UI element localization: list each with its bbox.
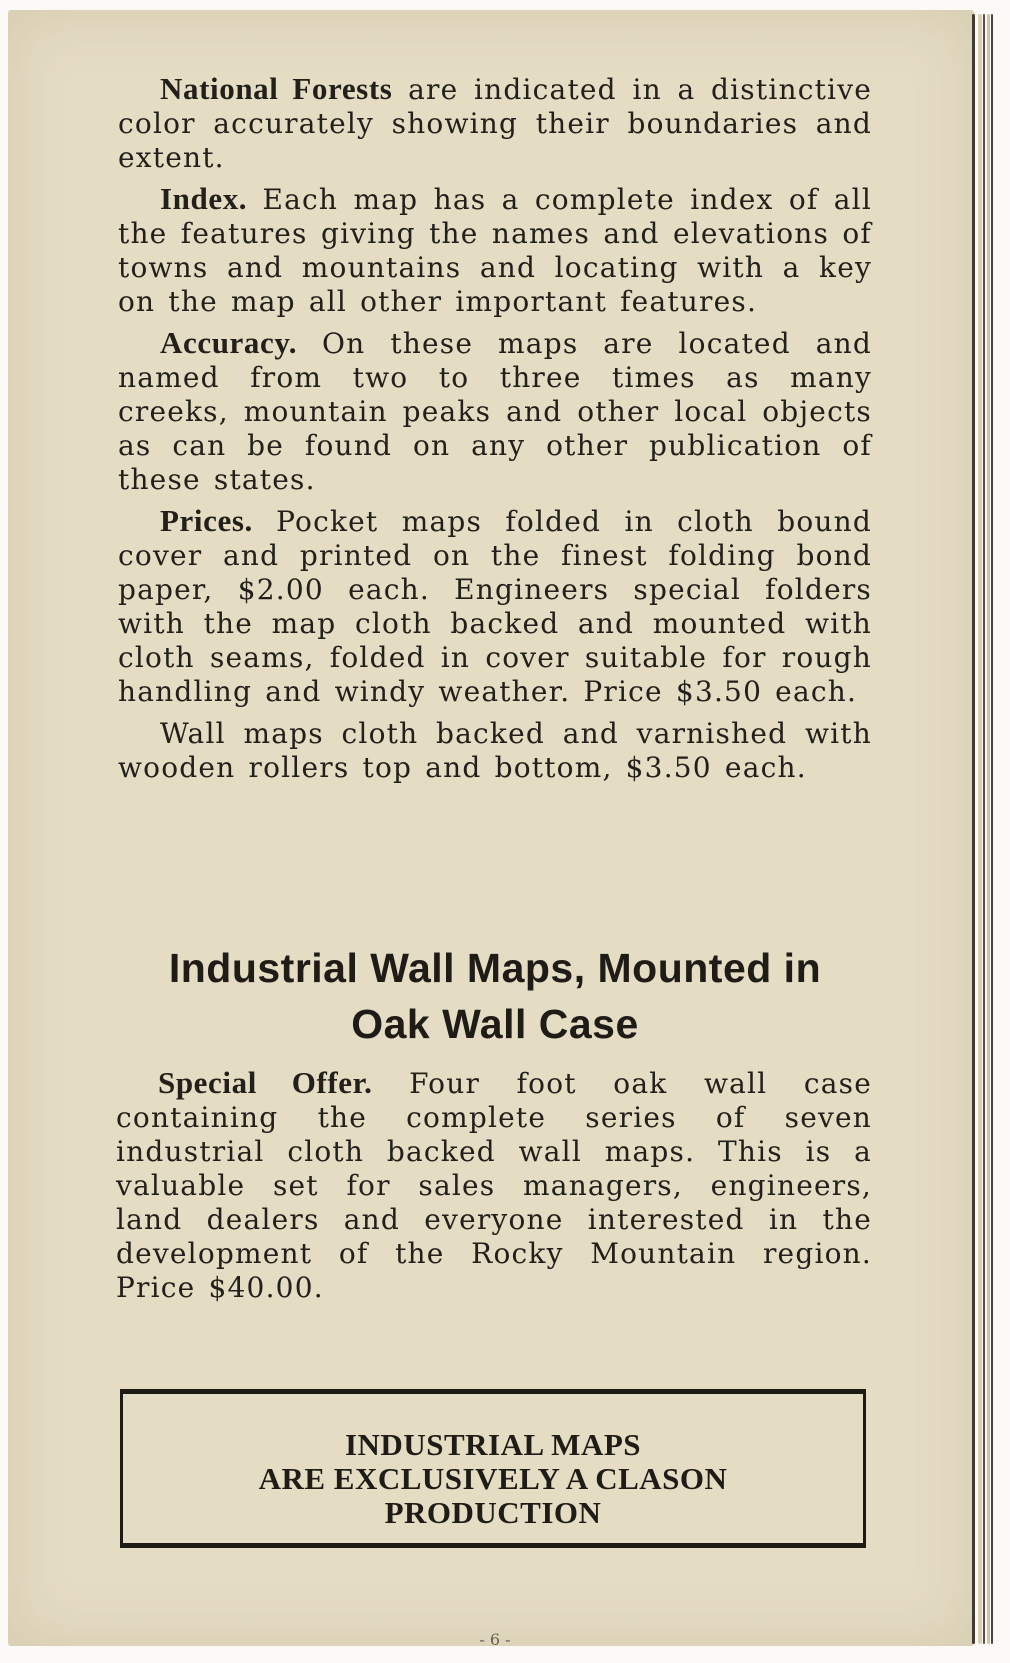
section-heading-line-1: Industrial Wall Maps, Mounted in	[168, 945, 822, 991]
section-heading-line-2: Oak Wall Case	[351, 1001, 639, 1047]
paragraph-special-offer	[116, 1066, 872, 1305]
paragraph-lead: Prices.	[160, 503, 253, 538]
paragraph-body: Wall maps cloth backed and varnished with wooden rollers top and bottom, $3.50 each.	[118, 717, 872, 784]
paragraph-body: Each map has a complete index of all the features giving the names and elevations of towns and mountains and locating with a key on the map all other important features.	[118, 183, 872, 318]
notice-line-1: INDUSTRIAL MAPS	[344, 1427, 642, 1462]
paragraph-accuracy	[118, 326, 872, 497]
page-edge	[978, 14, 982, 1644]
paragraph-body: are indicated in a distinctive color accurately showing their boundaries and extent.	[118, 73, 872, 174]
page-edge	[987, 14, 990, 1644]
section-heading	[110, 940, 880, 1052]
page-edge	[972, 14, 975, 1644]
page-edge	[991, 14, 993, 1644]
paragraph-lead: National Forests	[160, 71, 393, 106]
paragraph-national-forests	[118, 72, 872, 175]
paragraph-index	[118, 182, 872, 319]
page-number: - 6 -	[479, 1630, 511, 1649]
paragraph-lead: Special Offer.	[158, 1065, 373, 1100]
page-edge	[983, 14, 985, 1644]
special-offer-section	[116, 1066, 872, 1312]
notice-box	[120, 1389, 866, 1548]
notice-text	[123, 1428, 863, 1530]
notice-line-3: PRODUCTION	[384, 1495, 602, 1530]
paragraph-wall-maps	[118, 716, 872, 785]
paragraph-lead: Index.	[160, 181, 248, 216]
feature-descriptions	[118, 72, 872, 792]
paragraph-body: Pocket maps folded in cloth bound cover and printed on the finest folding bond paper, $2.00 each. Engineers special folders with the map cloth backed and mounted with cloth seams, folded in cover suitable for rough handling and windy weather. Price $3.50 each.	[118, 505, 872, 708]
paragraph-body: On these maps are located and named from two to three times as many creeks, mountain peaks and other local objects as can be found on any other publication of these states.	[118, 327, 872, 496]
paragraph-body: Four foot oak wall case containing the complete series of seven industrial cloth backed wall maps. This is a valuable set for sales managers, engineers, land dealers and everyone interested in the development of the Rocky Mountain region. Price $40.00.	[116, 1067, 872, 1304]
paragraph-prices	[118, 504, 872, 709]
paragraph-lead: Accuracy.	[160, 325, 298, 360]
notice-line-2: ARE EXCLUSIVELY A CLASON	[258, 1461, 728, 1496]
